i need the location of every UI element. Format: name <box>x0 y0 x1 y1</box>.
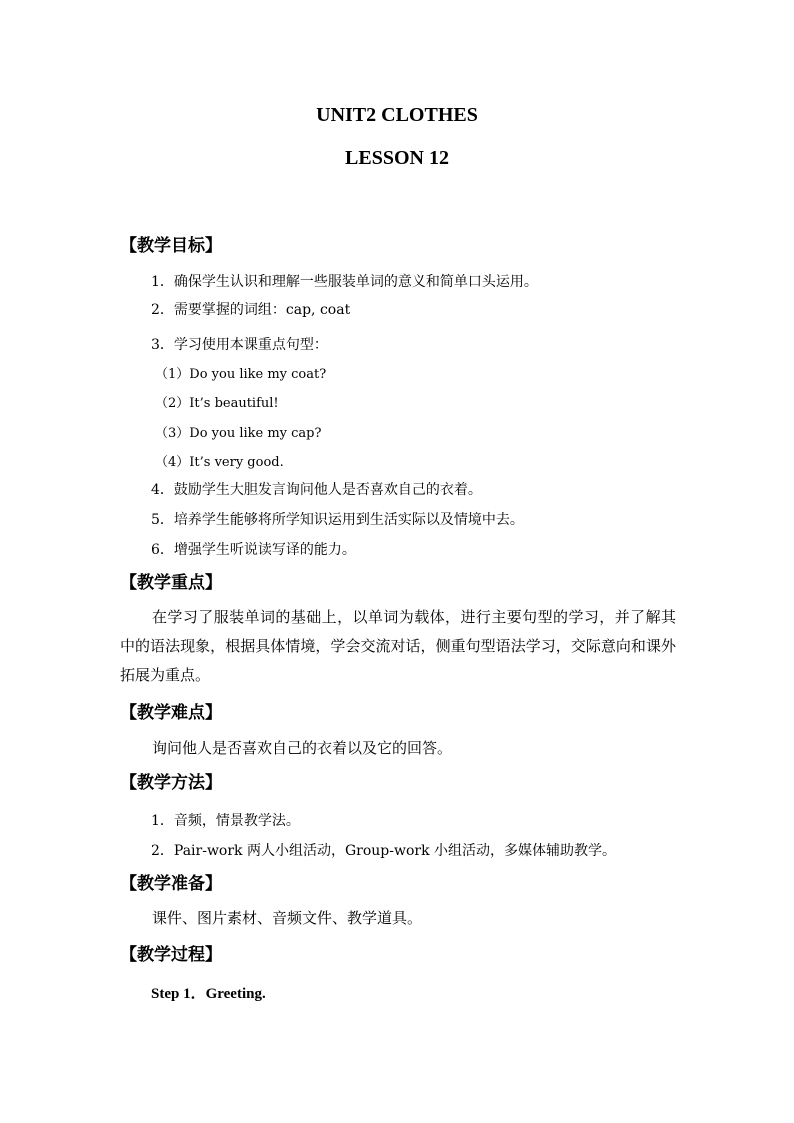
step-label: Step 1．Greeting. <box>151 986 266 1002</box>
methods-heading: 【教学方法】 <box>120 773 222 793</box>
difficulties-heading: 【教学难点】 <box>120 703 222 723</box>
preparation-text: 课件、图片素材、音频文件、教学道具。 <box>152 909 423 927</box>
objective-item: 6．增强学生听说读写译的能力。 <box>151 542 356 558</box>
sentence-pattern: （4）It’s very good. <box>155 455 284 470</box>
objective-item: 5．培养学生能够将所学知识运用到生活实际以及情境中去。 <box>151 512 524 528</box>
objective-item: 4．鼓励学生大胆发言询问他人是否喜欢自己的衣着。 <box>151 482 482 498</box>
method-item: 2．Pair-work 两人小组活动，Group-work 小组活动，多媒体辅助教学。 <box>151 843 617 859</box>
sentence-pattern: （2）It’s beautiful! <box>155 396 279 411</box>
objectives-heading: 【教学目标】 <box>120 236 222 256</box>
sentence-pattern: （1）Do you like my coat? <box>155 367 327 382</box>
objective-item: 2．需要掌握的词组：cap, coat <box>151 302 351 318</box>
key-points-heading: 【教学重点】 <box>120 573 222 593</box>
difficulties-text: 询问他人是否喜欢自己的衣着以及它的回答。 <box>152 739 453 757</box>
objective-item: 1．确保学生认识和理解一些服装单词的意义和简单口头运用。 <box>151 274 538 290</box>
sentence-pattern: （3）Do you like my cap? <box>155 426 322 441</box>
lesson-title: LESSON 12 <box>345 147 449 169</box>
objective-item: 3．学习使用本课重点句型： <box>151 337 328 353</box>
method-item: 1．音频，情景教学法。 <box>151 813 300 829</box>
preparation-heading: 【教学准备】 <box>120 874 222 894</box>
key-points-text: 在学习了服装单词的基础上，以单词为载体，进行主要句型的学习，并了解其中的语法现象，根据具体情境，学会交流对话，侧重句型语法学习，交际意向和课外拓展为重点。 <box>120 608 676 684</box>
process-heading: 【教学过程】 <box>120 945 222 965</box>
document-title: UNIT2 CLOTHES <box>316 104 478 126</box>
